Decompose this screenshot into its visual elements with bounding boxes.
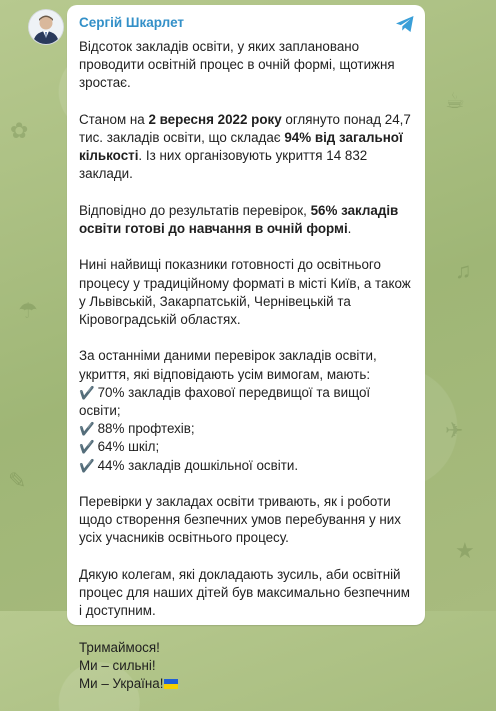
highlight-date: 2 вересня 2022 року: [148, 111, 282, 127]
paragraph-closing: [79, 639, 413, 694]
wallpaper-doodle: ☕: [445, 88, 465, 113]
closing-line: Тримаймося!: [79, 639, 160, 655]
paragraph-thanks: Дякую колегам, які докладають зусиль, аби освітній процес для наших дітей був максимально безпечним і доступним.: [79, 566, 410, 619]
message-bubble: [67, 5, 425, 691]
check-list-item: ✔️ 64% шкіл;: [79, 439, 160, 455]
shelters-intro-line: За останніми даними перевірок закладів освіти,: [79, 348, 377, 364]
wallpaper-doodle: ★: [455, 538, 475, 563]
ukraine-flag-icon: [164, 679, 178, 689]
paragraph-intro: Відсоток закладів освіти, у яких заплановано проводити освітній процес в очній формі, щотижня зростає.: [79, 39, 395, 91]
highlight-readiness: 56% закладів освіти готові до навчання в очній формі: [79, 202, 399, 236]
checkmark-icon: ✔️: [79, 440, 95, 455]
closing-line: Ми – Україна!: [79, 675, 413, 693]
check-list-item: ✔️ 44% закладів дошкільної освіти.: [79, 457, 299, 473]
wallpaper-doodle: ☂: [18, 298, 38, 323]
paragraph-readiness: Відповідно до результатів перевірок, 56% закладів освіти готові до навчання в очній формі.: [79, 202, 399, 236]
check-list-item: ✔️ 88% профтехів;: [79, 421, 195, 437]
wallpaper-doodle: ♫: [455, 258, 472, 283]
check-list-item: ✔️ 70% закладів фахової передвищої та вищої освіти;: [79, 384, 371, 418]
shelters-intro-line: укриття, які відповідають усім вимогам, мають:: [79, 366, 371, 382]
checkmark-icon: ✔️: [79, 385, 95, 400]
checkmark-icon: ✔️: [79, 422, 95, 437]
message-text: [79, 38, 413, 711]
wallpaper-doodle: ✎: [8, 468, 27, 493]
closing-line: Ми – сильні!: [79, 657, 156, 673]
paragraph-inspection-stats: Станом на 2 вересня 2022 року оглянуто понад 24,7 тис. закладів освіти, що складає 94% від загальної кількості. Із них організовують укриття 14 832 заклади.: [79, 111, 411, 182]
wallpaper-doodle: ✿: [10, 118, 29, 143]
telegram-share-icon[interactable]: [394, 13, 416, 35]
checkmark-icon: ✔️: [79, 458, 95, 473]
author-avatar[interactable]: [28, 9, 64, 45]
highlight-percentage: 94% від загальної кількості: [79, 130, 403, 164]
paragraph-regions: Нині найвищі показники готовності до освітнього процесу у традиційному форматі в місті Київ, а також у Львівській, Закарпатській, Чернівецькій та Кіровоградській областях.: [79, 257, 411, 327]
wallpaper-doodle: ✈: [445, 418, 464, 443]
paragraph-shelters: [79, 347, 413, 474]
author-name[interactable]: Сергій Шкарлет: [79, 15, 185, 30]
paragraph-ongoing: Перевірки у закладах освіти тривають, як і роботи щодо створення безпечних умов перебування у них усіх учасників освітнього процесу.: [79, 494, 401, 546]
